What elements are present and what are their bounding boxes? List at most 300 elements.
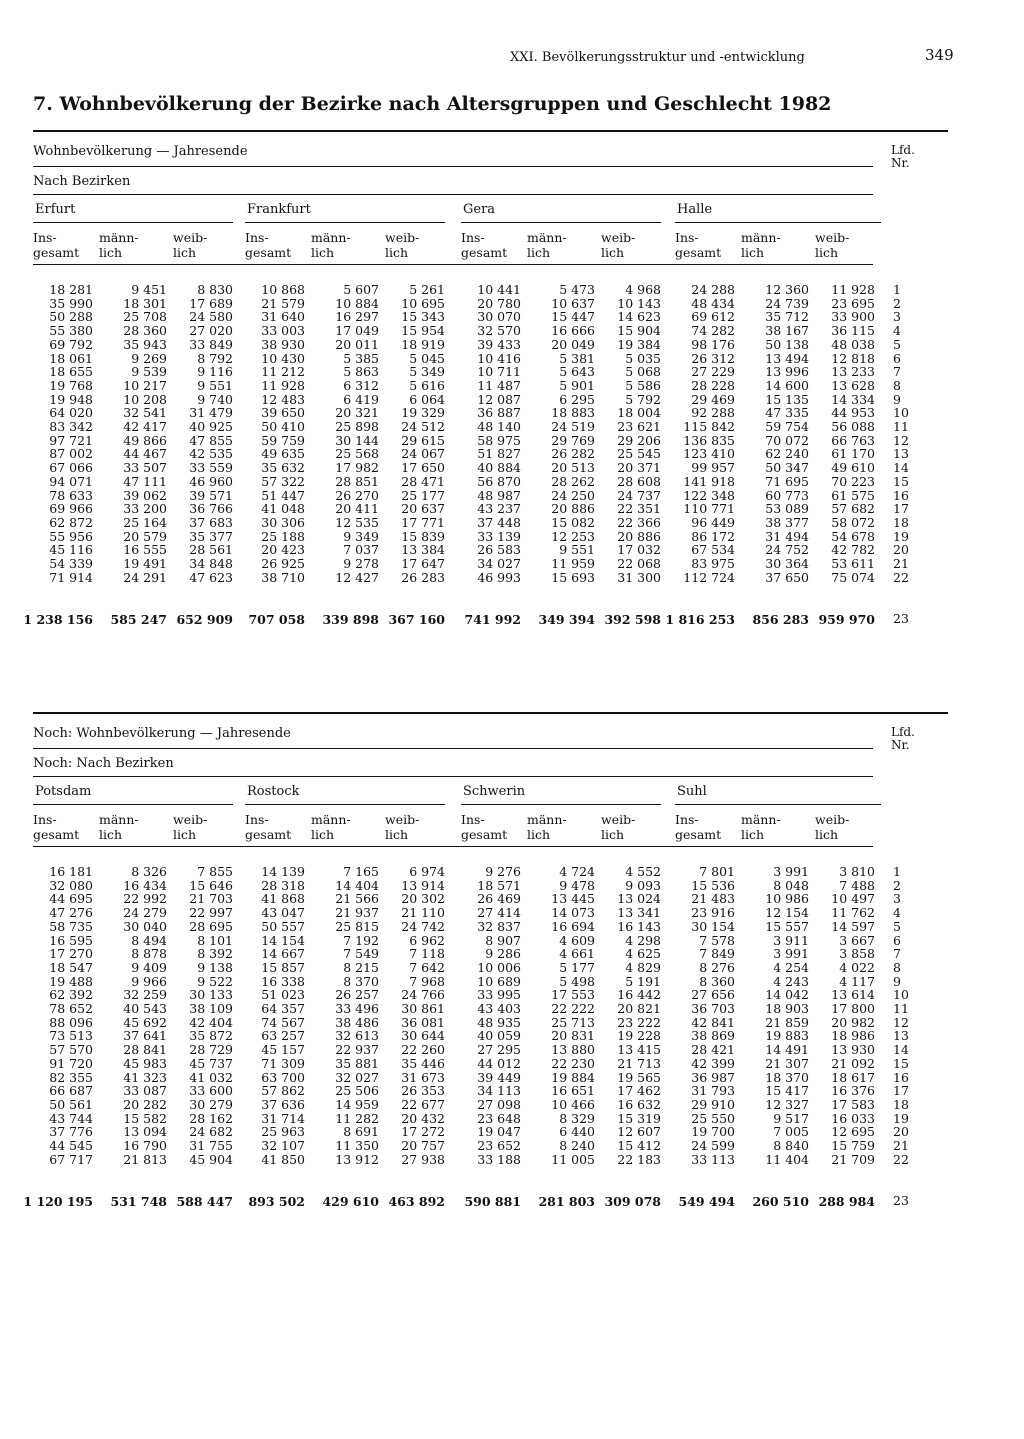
table-cell: 25 188	[261, 528, 305, 544]
table-cell: 9 276	[485, 864, 521, 879]
total-cell: 707 058	[248, 612, 305, 627]
table-cell: 24 512	[401, 419, 445, 435]
table-cell: 27 656	[691, 987, 735, 1003]
table-cell: 37 776	[49, 1124, 93, 1140]
table-cell: 20 886	[551, 501, 595, 517]
table-cell: 18 655	[49, 364, 93, 380]
table-cell: 16 651	[551, 1083, 595, 1099]
row-numbers	[893, 283, 923, 584]
table-cell: 38 486	[335, 1014, 379, 1030]
table-cell: 62 240	[765, 446, 809, 462]
table-cell: 30 306	[261, 514, 305, 530]
table-cell: 28 608	[617, 473, 661, 489]
table-cell: 15 536	[691, 877, 735, 893]
row-number: 15	[893, 473, 909, 489]
table-cell: 20 049	[551, 336, 595, 352]
table-cell: 11 762	[831, 905, 875, 921]
total-cell: 392 598	[604, 612, 661, 627]
row-number: 21	[893, 1138, 909, 1154]
table-cell: 16 790	[123, 1138, 167, 1154]
table-cell: 4 298	[625, 932, 661, 948]
row-number: 6	[893, 350, 901, 366]
table-cell: 17 982	[335, 460, 379, 476]
column-weiblich	[813, 865, 875, 1166]
table-cell: 50 410	[261, 419, 305, 435]
column-header-weiblich: weib- lich	[815, 230, 850, 260]
table-cell: 18 370	[765, 1069, 809, 1085]
table-cell: 25 164	[123, 514, 167, 530]
table-cell: 4 625	[625, 946, 661, 962]
table-cell: 15 904	[617, 323, 661, 339]
table-cell: 28 228	[691, 377, 735, 393]
table-cell: 49 635	[261, 446, 305, 462]
table-cell: 20 423	[261, 542, 305, 558]
table-cell: 6 419	[343, 391, 379, 407]
table-cell: 9 522	[197, 973, 233, 989]
table-cell: 18 986	[831, 1028, 875, 1044]
table-cell: 88 096	[49, 1014, 93, 1030]
table-cell: 17 272	[401, 1124, 445, 1140]
table-cell: 6 974	[409, 864, 445, 879]
label-rule	[33, 166, 873, 167]
district-name: Frankfurt	[247, 202, 311, 217]
table-cell: 5 068	[625, 364, 661, 380]
table-cell: 19 488	[49, 973, 93, 989]
table-cell: 13 094	[123, 1124, 167, 1140]
table-cell: 14 073	[551, 905, 595, 921]
page-number: 349	[925, 46, 954, 64]
column-header-insgesamt: Ins- gesamt	[461, 812, 508, 842]
table-cell: 64 357	[261, 1001, 305, 1017]
table-cell: 4 829	[625, 959, 661, 975]
table-cell: 25 708	[123, 309, 167, 325]
table-cell: 141 918	[683, 473, 735, 489]
table-cell: 51 023	[261, 987, 305, 1003]
table-cell: 30 364	[765, 556, 809, 572]
table-cell: 67 534	[691, 542, 735, 558]
table-cell: 43 403	[477, 1001, 521, 1017]
table-cell: 20 513	[551, 460, 595, 476]
table-cell: 13 996	[765, 364, 809, 380]
table-cell: 25 568	[335, 446, 379, 462]
table-cell: 29 615	[401, 432, 445, 448]
table-cell: 92 288	[691, 405, 735, 421]
table-cell: 75 074	[831, 569, 875, 585]
table-cell: 61 170	[831, 446, 875, 462]
table-cell: 69 612	[691, 309, 735, 325]
table-cell: 13 880	[551, 1042, 595, 1058]
column-header-maennlich: männ- lich	[741, 230, 781, 260]
table-cell: 24 737	[617, 487, 661, 503]
table-cell: 17 553	[551, 987, 595, 1003]
table-cell: 5 035	[625, 350, 661, 366]
table-cell: 20 821	[617, 1001, 661, 1017]
table-cell: 47 276	[49, 905, 93, 921]
table-cell: 26 270	[335, 487, 379, 503]
table-cell: 4 254	[773, 959, 809, 975]
table-cell: 19 565	[617, 1069, 661, 1085]
table-cell: 5 473	[559, 282, 595, 297]
table-cell: 36 081	[401, 1014, 445, 1030]
running-head: XXI. Bevölkerungsstruktur und -entwicklung	[510, 50, 805, 65]
total-cell: 590 881	[464, 1194, 521, 1209]
table-cell: 53 089	[765, 501, 809, 517]
table-cell: 13 024	[617, 891, 661, 907]
table-cell: 83 342	[49, 419, 93, 435]
total-cell: 549 494	[678, 1194, 735, 1209]
table-cell: 14 491	[765, 1042, 809, 1058]
row-number: 7	[893, 946, 901, 962]
table-cell: 16 595	[49, 932, 93, 948]
column-header-weiblich: weib- lich	[385, 812, 420, 842]
table-cell: 32 107	[261, 1138, 305, 1154]
table-cell: 14 667	[261, 946, 305, 962]
row-number: 9	[893, 391, 901, 407]
table-cell: 38 930	[261, 336, 305, 352]
table-cell: 10 006	[477, 959, 521, 975]
table-cell: 6 440	[559, 1124, 595, 1140]
table-cell: 9 451	[131, 282, 167, 297]
row-number: 14	[893, 1042, 909, 1058]
total-cell: 741 992	[464, 612, 521, 627]
table-section-1	[23, 130, 948, 630]
top-rule	[33, 712, 948, 714]
table-cell: 136 835	[683, 432, 735, 448]
table-cell: 17 049	[335, 323, 379, 339]
row-number: 6	[893, 932, 901, 948]
table-cell: 8 276	[699, 959, 735, 975]
table-cell: 40 543	[123, 1001, 167, 1017]
column-header-insgesamt: Ins- gesamt	[245, 812, 292, 842]
table-cell: 8 329	[559, 1110, 595, 1126]
table-cell: 8 326	[131, 864, 167, 879]
table-cell: 7 642	[409, 959, 445, 975]
table-cell: 28 262	[551, 473, 595, 489]
table-cell: 26 353	[401, 1083, 445, 1099]
row-number: 15	[893, 1055, 909, 1071]
table-cell: 31 793	[691, 1083, 735, 1099]
row-number: 19	[893, 1110, 909, 1126]
table-cell: 42 399	[691, 1055, 735, 1071]
table-cell: 31 479	[189, 405, 233, 421]
table-cell: 55 956	[49, 528, 93, 544]
table-cell: 41 868	[261, 891, 305, 907]
header-rule	[33, 846, 873, 847]
total-cell: 585 247	[110, 612, 167, 627]
table-cell: 17 800	[831, 1001, 875, 1017]
total-cell: 1 238 156	[23, 612, 93, 627]
table-cell: 45 983	[123, 1055, 167, 1071]
table-cell: 78 652	[49, 1001, 93, 1017]
table-cell: 7 165	[343, 864, 379, 879]
table-cell: 47 623	[189, 569, 233, 585]
table-cell: 23 222	[617, 1014, 661, 1030]
table-cell: 11 404	[765, 1151, 809, 1167]
district-rule	[33, 222, 233, 223]
table-cell: 7 968	[409, 973, 445, 989]
table-cell: 3 858	[839, 946, 875, 962]
table-cell: 26 583	[477, 542, 521, 558]
table-cell: 20 637	[401, 501, 445, 517]
row-number: 13	[893, 446, 909, 462]
table-cell: 8 907	[485, 932, 521, 948]
table-cell: 19 883	[765, 1028, 809, 1044]
table-cell: 45 157	[261, 1042, 305, 1058]
column-maennlich	[745, 283, 809, 584]
table-cell: 27 938	[401, 1151, 445, 1167]
table-cell: 28 695	[189, 918, 233, 934]
table-cell: 12 360	[765, 282, 809, 297]
table-cell: 37 683	[189, 514, 233, 530]
table-cell: 33 507	[123, 460, 167, 476]
table-cell: 44 695	[49, 891, 93, 907]
table-cell: 20 982	[831, 1014, 875, 1030]
column-insgesamt	[33, 865, 93, 1166]
table-cell: 25 545	[617, 446, 661, 462]
column-header-insgesamt: Ins- gesamt	[675, 812, 722, 842]
table-cell: 22 222	[551, 1001, 595, 1017]
table-cell: 26 282	[551, 446, 595, 462]
table-cell: 5 616	[409, 377, 445, 393]
table-cell: 18 571	[477, 877, 521, 893]
table-cell: 24 766	[401, 987, 445, 1003]
table-cell: 3 667	[839, 932, 875, 948]
column-maennlich	[315, 283, 379, 584]
table-cell: 15 954	[401, 323, 445, 339]
column-maennlich	[103, 865, 167, 1166]
table-cell: 8 392	[197, 946, 233, 962]
column-header-weiblich: weib- lich	[815, 812, 850, 842]
row-number: 8	[893, 959, 901, 975]
table-cell: 5 863	[343, 364, 379, 380]
table-cell: 11 350	[335, 1138, 379, 1154]
total-cell: 463 892	[388, 1194, 445, 1209]
table-cell: 33 995	[477, 987, 521, 1003]
table-cell: 13 912	[335, 1151, 379, 1167]
district-rule	[675, 804, 881, 805]
total-cell: 288 984	[818, 1194, 875, 1209]
table-cell: 13 614	[831, 987, 875, 1003]
table-cell: 35 990	[49, 295, 93, 311]
row-number: 14	[893, 460, 909, 476]
table-cell: 10 430	[261, 350, 305, 366]
table-cell: 8 215	[343, 959, 379, 975]
column-header-insgesamt: Ins- gesamt	[245, 230, 292, 260]
table-cell: 43 047	[261, 905, 305, 921]
district-rule	[245, 804, 445, 805]
table-cell: 8 494	[131, 932, 167, 948]
table-cell: 33 200	[123, 501, 167, 517]
total-cell: 856 283	[752, 612, 809, 627]
table-cell: 41 032	[189, 1069, 233, 1085]
table-cell: 99 957	[691, 460, 735, 476]
table-cell: 23 916	[691, 905, 735, 921]
table-cell: 15 417	[765, 1083, 809, 1099]
table-cell: 13 384	[401, 542, 445, 558]
table-cell: 31 494	[765, 528, 809, 544]
table-cell: 10 497	[831, 891, 875, 907]
table-cell: 40 884	[477, 460, 521, 476]
row-number: 9	[893, 973, 901, 989]
table-cell: 9 478	[559, 877, 595, 893]
table-cell: 97 721	[49, 432, 93, 448]
table-cell: 48 434	[691, 295, 735, 311]
row-number: 22	[893, 1151, 909, 1167]
table-cell: 31 714	[261, 1110, 305, 1126]
column-weiblich	[599, 865, 661, 1166]
table-cell: 30 279	[189, 1096, 233, 1112]
table-cell: 7 005	[773, 1124, 809, 1140]
table-cell: 12 483	[261, 391, 305, 407]
table-cell: 18 883	[551, 405, 595, 421]
table-cell: 22 366	[617, 514, 661, 530]
table-cell: 13 341	[617, 905, 661, 921]
table-cell: 33 087	[123, 1083, 167, 1099]
table-cell: 57 682	[831, 501, 875, 517]
column-weiblich	[599, 283, 661, 584]
table-cell: 59 759	[261, 432, 305, 448]
table-cell: 31 755	[189, 1138, 233, 1154]
table-cell: 22 183	[617, 1151, 661, 1167]
table-cell: 12 535	[335, 514, 379, 530]
table-cell: 28 421	[691, 1042, 735, 1058]
table-cell: 19 491	[123, 556, 167, 572]
table-cell: 8 101	[197, 932, 233, 948]
table-cell: 14 959	[335, 1096, 379, 1112]
table-cell: 12 253	[551, 528, 595, 544]
table-cell: 32 837	[477, 918, 521, 934]
table-cell: 15 693	[551, 569, 595, 585]
table-cell: 16 143	[617, 918, 661, 934]
table-cell: 24 067	[401, 446, 445, 462]
table-cell: 26 925	[261, 556, 305, 572]
table-cell: 21 709	[831, 1151, 875, 1167]
table-cell: 21 937	[335, 905, 379, 921]
table-cell: 9 740	[197, 391, 233, 407]
table-cell: 7 488	[839, 877, 875, 893]
district-rule	[461, 222, 661, 223]
table-cell: 33 139	[477, 528, 521, 544]
table-cell: 36 766	[189, 501, 233, 517]
header-rule	[33, 264, 873, 265]
table-cell: 24 519	[551, 419, 595, 435]
table-cell: 42 841	[691, 1014, 735, 1030]
table-cell: 83 975	[691, 556, 735, 572]
table-cell: 20 302	[401, 891, 445, 907]
table-cell: 9 551	[197, 377, 233, 393]
total-cell: 652 909	[176, 612, 233, 627]
column-header-insgesamt: Ins- gesamt	[675, 230, 722, 260]
table-cell: 74 282	[691, 323, 735, 339]
row-number: 10	[893, 987, 909, 1003]
table-cell: 63 257	[261, 1028, 305, 1044]
table-cell: 27 295	[477, 1042, 521, 1058]
table-cell: 33 600	[189, 1083, 233, 1099]
table-cell: 47 335	[765, 405, 809, 421]
column-insgesamt	[461, 865, 521, 1166]
table-cell: 66 687	[49, 1083, 93, 1099]
table-cell: 51 447	[261, 487, 305, 503]
table-cell: 17 583	[831, 1096, 875, 1112]
table-cell: 30 144	[335, 432, 379, 448]
table-cell: 31 300	[617, 569, 661, 585]
table-cell: 20 432	[401, 1110, 445, 1126]
table-cell: 7 037	[343, 542, 379, 558]
column-maennlich	[745, 865, 809, 1166]
table-cell: 13 914	[401, 877, 445, 893]
table-cell: 37 636	[261, 1096, 305, 1112]
table-cell: 35 632	[261, 460, 305, 476]
column-insgesamt	[245, 283, 305, 584]
table-cell: 10 208	[123, 391, 167, 407]
table-cell: 21 092	[831, 1055, 875, 1071]
table-cell: 10 695	[401, 295, 445, 311]
column-weiblich	[171, 865, 233, 1166]
table-cell: 36 987	[691, 1069, 735, 1085]
table-cell: 123 410	[683, 446, 735, 462]
table-cell: 4 552	[625, 864, 661, 879]
table-cell: 3 911	[773, 932, 809, 948]
table-cell: 3 991	[773, 946, 809, 962]
table-cell: 38 710	[261, 569, 305, 585]
table-cell: 8 048	[773, 877, 809, 893]
total-cell: 339 898	[322, 612, 379, 627]
table-cell: 4 117	[839, 973, 875, 989]
table-cell: 66 763	[831, 432, 875, 448]
column-header-maennlich: männ- lich	[311, 230, 351, 260]
table-cell: 40 925	[189, 419, 233, 435]
table-cell: 7 801	[699, 864, 735, 879]
table-cell: 26 283	[401, 569, 445, 585]
table-cell: 5 901	[559, 377, 595, 393]
table-cell: 21 483	[691, 891, 735, 907]
table-cell: 19 884	[551, 1069, 595, 1085]
table-cell: 19 948	[49, 391, 93, 407]
total-cell: 588 447	[176, 1194, 233, 1209]
row-number: 21	[893, 556, 909, 572]
total-cell: 367 160	[388, 612, 445, 627]
table-cell: 24 742	[401, 918, 445, 934]
table-cell: 44 545	[49, 1138, 93, 1154]
row-number: 13	[893, 1028, 909, 1044]
table-cell: 19 329	[401, 405, 445, 421]
row-number: 2	[893, 295, 901, 311]
column-header-maennlich: männ- lich	[311, 812, 351, 842]
table-cell: 37 448	[477, 514, 521, 530]
table-cell: 91 720	[49, 1055, 93, 1071]
table-cell: 42 404	[189, 1014, 233, 1030]
total-cell: 429 610	[322, 1194, 379, 1209]
table-cell: 30 644	[401, 1028, 445, 1044]
table-cell: 4 022	[839, 959, 875, 975]
table-cell: 9 093	[625, 877, 661, 893]
row-number: 4	[893, 323, 901, 339]
district-name: Potsdam	[35, 784, 92, 799]
table-cell: 39 650	[261, 405, 305, 421]
column-insgesamt	[675, 283, 735, 584]
table-cell: 29 910	[691, 1096, 735, 1112]
table-cell: 50 557	[261, 918, 305, 934]
table-cell: 10 466	[551, 1096, 595, 1112]
table-cell: 41 850	[261, 1151, 305, 1167]
row-number: 2	[893, 877, 901, 893]
table-cell: 5 385	[343, 350, 379, 366]
table-cell: 50 288	[49, 309, 93, 325]
table-cell: 13 628	[831, 377, 875, 393]
table-cell: 11 928	[261, 377, 305, 393]
table-cell: 33 113	[691, 1151, 735, 1167]
table-cell: 61 575	[831, 487, 875, 503]
